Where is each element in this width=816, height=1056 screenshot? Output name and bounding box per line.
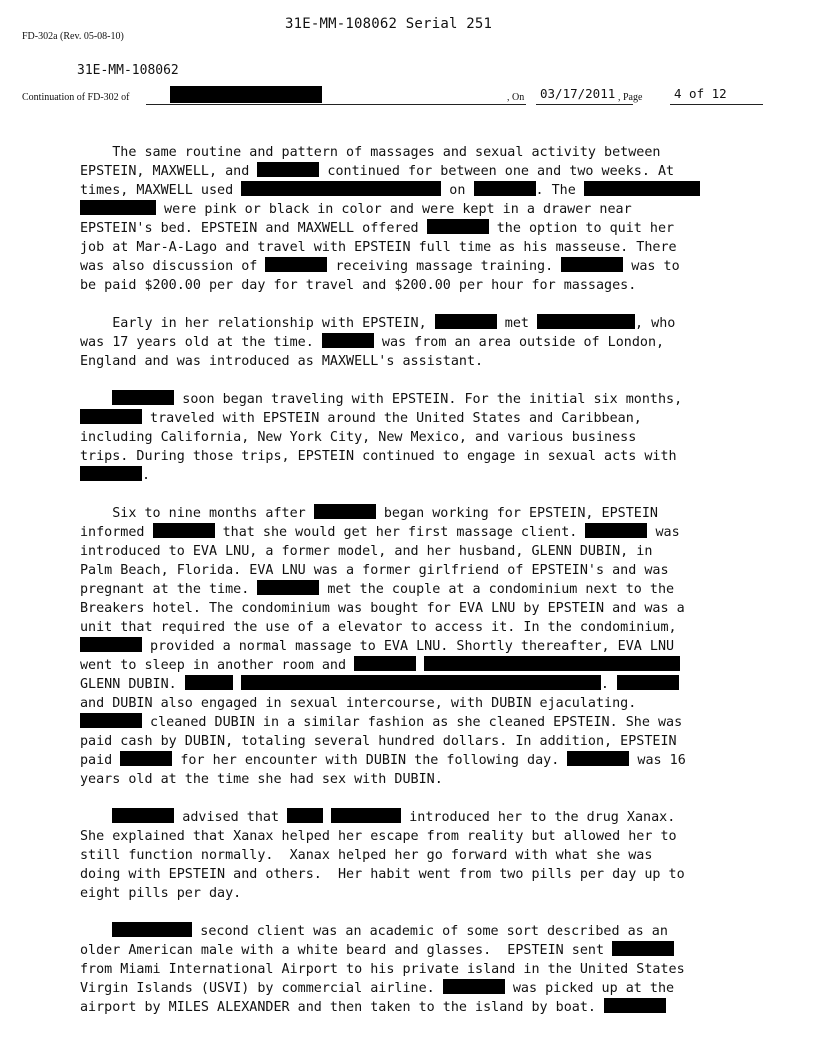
text-line [80,732,750,751]
text-line [80,827,750,846]
subject-name-field [146,86,526,105]
continuation-label: Continuation of FD-302 of [22,92,130,103]
redaction-box [80,713,142,728]
text-segment: England and was introduced as MAXWELL's assistant. [80,354,484,369]
paragraph [80,143,750,295]
page-number-value: 4 of 12 [674,86,727,101]
text-line [80,713,750,732]
text-segment: went to sleep in another room and [80,658,355,673]
text-line [80,960,750,979]
redaction-box [435,314,497,329]
text-segment: Virgin Islands (USVI) by commercial airline. [80,981,443,996]
text-line [80,561,750,580]
text-segment: job at Mar-A-Lago and travel with EPSTEIN full time as his masseuse. There [80,240,677,255]
text-segment: was from an area outside of London, [373,335,665,350]
text-line [80,162,750,181]
text-line [80,523,750,542]
text-segment: began working for EPSTEIN, EPSTEIN [375,506,658,521]
text-segment: met the couple at a condominium next to the [319,582,675,597]
redaction-box [80,637,142,652]
redaction-box [424,656,680,671]
text-segment: was 17 years old at the time. [80,335,322,350]
text-segment: years old at the time she had sex with DUBIN. [80,772,443,787]
text-line [80,352,750,371]
text-segment: was 16 [629,753,686,768]
text-line [80,979,750,998]
redaction-box [257,162,319,177]
text-segment: introduced her to the drug Xanax. [401,810,676,825]
redaction-box [561,257,623,272]
text-segment: on [441,183,474,198]
text-segment: and DUBIN also engaged in sexual intercourse, with DUBIN ejaculating. [80,696,637,711]
text-line [80,219,750,238]
paragraph [80,808,750,903]
text-line [80,466,750,485]
redaction-box [443,979,505,994]
redaction-box [322,333,374,348]
text-line [80,637,750,656]
redaction-box [112,390,174,405]
redaction-box [612,941,674,956]
redaction-box [427,219,489,234]
redaction-box [112,808,174,823]
text-segment [416,658,424,673]
text-segment: continued for between one and two weeks. At [319,164,675,179]
redaction-box [265,257,327,272]
text-segment: She explained that Xanax helped her escape from reality but allowed her to [80,829,677,844]
text-segment [233,677,241,692]
text-segment: that she would get her first massage client. [214,525,586,540]
text-segment: Breakers hotel. The condominium was bought for EVA LNU by EPSTEIN and was a [80,601,685,616]
text-segment: including California, New York City, New Mexico, and various business [80,430,637,445]
text-segment: The same routine and pattern of massages and sexual activity between [80,145,661,160]
text-segment: older American male with a white beard and glasses. EPSTEIN sent [80,943,613,958]
text-segment: be paid $200.00 per day for travel and $200.00 per hour for massages. [80,278,637,293]
serial-header: 31E-MM-108062 Serial 251 [285,16,493,32]
text-line [80,865,750,884]
text-segment: soon began traveling with EPSTEIN. For the initial six months, [174,392,683,407]
redaction-box [584,181,700,196]
redaction-box [314,504,376,519]
text-segment: airport by MILES ALEXANDER and then taken to the island by boat. [80,1000,605,1015]
text-segment: unit that required the use of a elevator to access it. In the condominium, [80,620,677,635]
text-segment: advised that [174,810,288,825]
text-segment: still function normally. Xanax helped her go forward with what she was [80,848,653,863]
text-line [80,409,750,428]
text-segment: EPSTEIN, MAXWELL, and [80,164,258,179]
text-segment: doing with EPSTEIN and others. Her habit went from two pills per day up to [80,867,685,882]
text-line [80,504,750,523]
text-line [80,884,750,903]
redaction-box [287,808,323,823]
text-segment: Six to nine months after [80,506,314,521]
redaction-box [80,466,142,481]
redaction-box [80,409,142,424]
text-line [80,580,750,599]
paragraph [80,390,750,485]
text-line [80,846,750,865]
text-segment: for her encounter with DUBIN the following day. [172,753,568,768]
redaction-box [241,675,601,690]
text-segment: met [496,316,538,331]
text-segment: Early in her relationship with EPSTEIN, [80,316,435,331]
text-segment: the option to quit her [488,221,675,236]
text-line [80,314,750,333]
text-line [80,675,750,694]
text-line [80,808,750,827]
text-segment: paid cash by DUBIN, totaling several hundred dollars. In addition, EPSTEIN [80,734,677,749]
text-segment: . [600,677,617,692]
text-line [80,618,750,637]
text-segment: provided a normal massage to EVA LNU. Shortly thereafter, EVA LNU [142,639,675,654]
text-line [80,143,750,162]
text-line [80,257,750,276]
text-segment: cleaned DUBIN in a similar fashion as she cleaned EPSTEIN. She was [142,715,683,730]
text-segment [323,810,331,825]
text-segment: was picked up at the [504,981,675,996]
text-segment: GLENN DUBIN. [80,677,185,692]
redaction-box [331,808,401,823]
paragraph [80,314,750,371]
date-value: 03/17/2011 [540,86,616,101]
text-line [80,276,750,295]
text-line [80,941,750,960]
redaction-box [185,675,233,690]
text-segment: was [647,525,680,540]
text-segment: second client was an academic of some sort described as an [192,924,668,939]
text-line [80,694,750,713]
text-line [80,428,750,447]
redaction-box [170,86,322,103]
text-line [80,333,750,352]
on-label: , On [507,92,525,103]
text-line [80,181,750,200]
text-segment: receiving massage training. [327,259,562,274]
text-segment: informed [80,525,153,540]
text-line [80,922,750,941]
continuation-line [22,86,752,106]
text-segment: was also discussion of [80,259,266,274]
redaction-box [617,675,679,690]
redaction-box [585,523,647,538]
page-number-field [670,86,763,105]
text-segment: from Miami International Airport to his private island in the United States [80,962,685,977]
redaction-box [354,656,416,671]
text-segment: EPSTEIN's bed. EPSTEIN and MAXWELL offered [80,221,427,236]
text-line [80,447,750,466]
redaction-box [474,181,536,196]
redaction-box [567,751,629,766]
text-segment: was to [623,259,680,274]
redaction-box [80,200,156,215]
text-segment: eight pills per day. [80,886,242,901]
paragraph [80,504,750,789]
text-segment: were pink or black in color and were kept in a drawer near [156,202,632,217]
text-line [80,656,750,675]
redaction-box [120,751,172,766]
text-segment: traveled with EPSTEIN around the United States and Caribbean, [142,411,642,426]
redaction-box [153,523,215,538]
text-segment: , who [635,316,676,331]
paragraph [80,922,750,1017]
page-label: , Page [618,92,643,103]
text-line [80,542,750,561]
text-segment [80,392,112,407]
text-line [80,770,750,789]
file-number: 31E-MM-108062 [77,63,179,78]
redaction-box [257,580,319,595]
redaction-box [537,314,635,329]
text-line [80,751,750,770]
text-segment: pregnant at the time. [80,582,258,597]
text-line [80,998,750,1017]
text-segment [80,924,112,939]
form-number: FD-302a (Rev. 05-08-10) [22,31,124,42]
text-segment: trips. During those trips, EPSTEIN continued to engage in sexual acts with [80,449,677,464]
document-body [80,143,750,1036]
text-line [80,238,750,257]
text-line [80,599,750,618]
text-segment: Palm Beach, Florida. EVA LNU was a former girlfriend of EPSTEIN's and was [80,563,669,578]
text-segment: . The [535,183,584,198]
text-line [80,200,750,219]
redaction-box [112,922,192,937]
redaction-box [241,181,441,196]
redaction-box [604,998,666,1013]
text-segment: paid [80,753,121,768]
text-segment: introduced to EVA LNU, a former model, and her husband, GLENN DUBIN, in [80,544,653,559]
text-line [80,390,750,409]
text-segment: . [142,468,151,483]
text-segment [80,810,112,825]
text-segment: times, MAXWELL used [80,183,242,198]
